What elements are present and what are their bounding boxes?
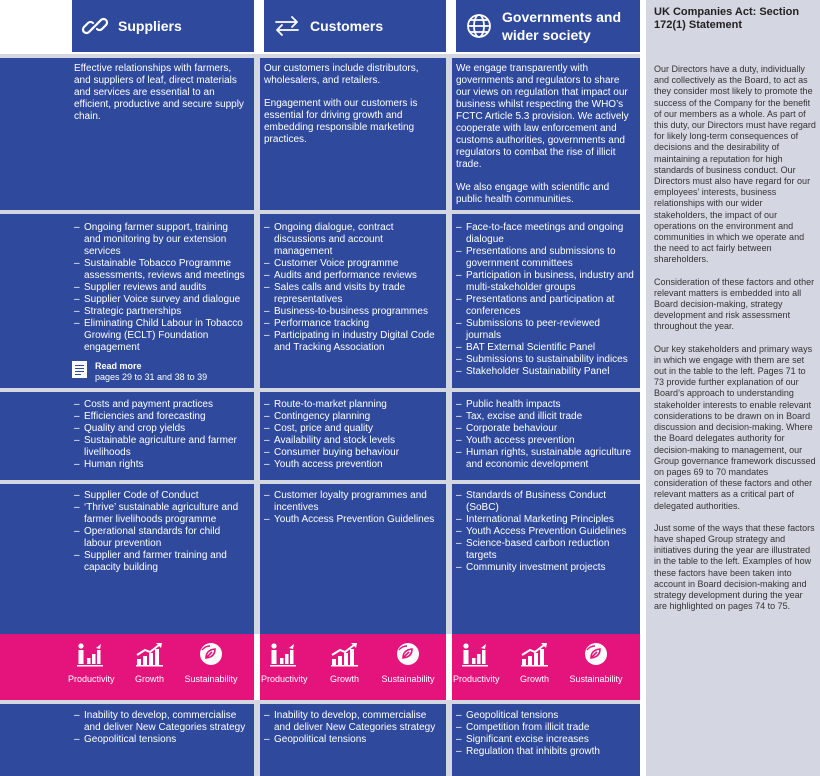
list-item: – Regulation that inhibits growth	[456, 746, 634, 758]
list-item: – Submissions to peer-reviewed journals	[456, 318, 634, 342]
impact-label: Growth	[135, 674, 165, 684]
header-governments	[456, 0, 640, 52]
list-item: – Geopolitical tensions	[456, 710, 634, 722]
sustainability-icon	[196, 642, 226, 668]
impact-icons-governments	[453, 642, 637, 684]
engagement-suppliers	[74, 222, 246, 354]
intro-paragraph: We engage transparently with governments and regulators to share our views on regulation that impact our business whilst respecting the WHO’s FCTC Article 5.3 provision. We actively cooperate with law enforcement and customs authorities, governments and regulators to combat the rise of illicit trade.	[456, 63, 629, 170]
list-item: – Sales calls and visits by trade representatives	[264, 282, 440, 306]
list-item: – Youth access prevention	[264, 459, 440, 471]
risks-customers	[264, 710, 442, 746]
impact-label: Productivity	[261, 674, 308, 684]
list-item: – Performance tracking	[264, 318, 440, 330]
list-item: – Inability to develop, commercialise and deliver New Categories strategy	[74, 710, 250, 734]
intro-suppliers	[74, 63, 246, 134]
impact-growth	[520, 642, 550, 684]
list-item: – Consumer buying behaviour	[264, 447, 440, 459]
list-item: – Inability to develop, commercialise and deliver New Categories strategy	[264, 710, 442, 734]
list-item: – Submissions to sustainability indices	[456, 354, 634, 366]
impact-band-gap	[254, 634, 260, 700]
outcomes-governments	[456, 490, 634, 574]
list-item: – Contingency planning	[264, 411, 440, 423]
list-item: – Quality and crop yields	[74, 423, 246, 435]
topics-governments	[456, 399, 634, 471]
impact-growth	[330, 642, 360, 684]
list-item: – Eliminating Child Labour in Tobacco Growing (ECLT) Foundation engagement	[74, 318, 246, 354]
list-item: – Supplier reviews and audits	[74, 282, 246, 294]
read-more-title: Read more	[95, 361, 142, 371]
row-separator	[0, 480, 640, 484]
row-separator	[0, 388, 640, 392]
engagement-customers	[264, 222, 440, 354]
list-item: – Presentations and submissions to government committees	[456, 246, 634, 270]
list-item: – Human rights, sustainable agriculture and economic development	[456, 447, 634, 471]
sidebar-paragraph: Our key stakeholders and primary ways in which we engage with them are set out in the table to the left. Pages 71 to 73 provide further explanation of our Board’s approach to understanding stakeholder interests to enable relevant considerations to be drawn on in Board discussion and decision-making. Where the Board delegates authority for decision-making to management, our Group governance framework discussed on pages 69 to 70 mandates consideration of these factors and other relevant matters as a critical part of delegated authorities.	[654, 343, 816, 511]
list-item: – BAT External Scientific Panel	[456, 342, 634, 354]
list-item: – Science-based carbon reduction targets	[456, 538, 634, 562]
list-item: – Efficiencies and forecasting	[74, 411, 246, 423]
list-item: – Customer Voice programme	[264, 258, 440, 270]
read-more-pages: pages 29 to 31 and 38 to 39	[95, 372, 208, 382]
list-item: – Geopolitical tensions	[264, 734, 442, 746]
impact-growth	[135, 642, 165, 684]
row-separator	[0, 54, 640, 58]
sidebar-title: UK Companies Act: Section 172(1) Statement	[654, 6, 800, 31]
list-item: – Sustainable Tobacco Programme assessments, reviews and meetings	[74, 258, 246, 282]
list-item: – Standards of Business Conduct (SoBC)	[456, 490, 634, 514]
topics-suppliers	[74, 399, 246, 471]
impact-label: Sustainability	[569, 674, 623, 684]
impact-icons-suppliers	[68, 642, 248, 684]
list-item: – Supplier Voice survey and dialogue	[74, 294, 246, 306]
row-separator	[0, 700, 640, 704]
list-item: – Participating in industry Digital Code and Tracking Association	[264, 330, 440, 354]
exchange-arrows-icon	[264, 13, 310, 39]
list-item: – Youth Access Prevention Guidelines	[264, 514, 440, 526]
list-item: – Competition from illicit trade	[456, 722, 634, 734]
list-item: – Tax, excise and illicit trade	[456, 411, 634, 423]
intro-paragraph: Our customers include distributors, wholesalers, and retailers.	[264, 63, 419, 86]
impact-sustainability	[570, 642, 623, 684]
impact-band-gap	[446, 634, 452, 700]
impact-sustainability	[185, 642, 238, 684]
impact-label: Productivity	[453, 674, 500, 684]
list-item: – Public health impacts	[456, 399, 634, 411]
list-item: – Business-to-business programmes	[264, 306, 440, 318]
impact-label: Productivity	[68, 674, 115, 684]
header-title-suppliers	[118, 17, 182, 35]
risks-suppliers	[74, 710, 250, 746]
list-item: – Face-to-face meetings and ongoing dialogue	[456, 222, 634, 246]
list-item: – Customer loyalty programmes and incentives	[264, 490, 440, 514]
list-item: – Cost, price and quality	[264, 423, 440, 435]
header-title-line: Customers	[310, 18, 384, 34]
productivity-icon	[461, 642, 491, 668]
header-title-customers	[310, 17, 383, 35]
outcomes-suppliers	[74, 490, 246, 574]
list-item: – Significant excise increases	[456, 734, 634, 746]
impact-productivity	[68, 642, 115, 684]
list-item: – Costs and payment practices	[74, 399, 246, 411]
list-item: – Availability and stock levels	[264, 435, 440, 447]
list-item: – Community investment projects	[456, 562, 634, 574]
growth-icon	[330, 642, 360, 668]
risks-governments	[456, 710, 634, 758]
sustainability-icon	[581, 642, 611, 668]
list-item: – Ongoing farmer support, training and monitoring by our extension services	[74, 222, 246, 258]
productivity-icon	[269, 642, 299, 668]
intro-paragraph: Engagement with our customers is essential for driving growth and embedding responsible marketing practices.	[264, 98, 418, 145]
header-suppliers	[72, 0, 254, 52]
list-item: – Supplier and farmer training and capacity building	[74, 550, 246, 574]
impact-label: Sustainability	[184, 674, 238, 684]
list-item: – International Marketing Principles	[456, 514, 634, 526]
document-icon	[72, 361, 87, 378]
sidebar-paragraph: Just some of the ways that these factors have shaped Group strategy and initiatives during the year are illustrated in the table to the left. Examples of how these factors have been taken into account in Board decision-making and strategy development during the year are highlighted on pages 74 to 75.	[654, 522, 815, 612]
sidebar-paragraph: Our Directors have a duty, individually and collectively as the Board, to act as they consider most likely to promote the success of the Company for the benefit of our members as a whole. As part of this duty, our Directors must have regard for likely long-term consequences of decisions and the desirability of maintaining a reputation for high standards of business conduct. Our Directors must also have regard for our employees’ interests, business relationships with our wider stakeholders, the impact of our operations on the environment and communities in which we operate and the need to act fairly between shareholders.	[654, 64, 816, 265]
intro-paragraph: We also engage with scientific and public health communities.	[456, 182, 610, 205]
header-title-line: Suppliers	[118, 18, 182, 34]
section-172-statement	[646, 0, 820, 776]
intro-governments	[456, 63, 634, 217]
list-item: – Youth Access Prevention Guidelines	[456, 526, 634, 538]
list-item: – Participation in business, industry and multi-stakeholder groups	[456, 270, 634, 294]
impact-label: Growth	[520, 674, 550, 684]
list-item: – Youth access prevention	[456, 435, 634, 447]
list-item: – Supplier Code of Conduct	[74, 490, 246, 502]
list-item: – Route-to-market planning	[264, 399, 440, 411]
globe-icon	[456, 12, 502, 40]
growth-icon	[520, 642, 550, 668]
impact-productivity	[261, 642, 308, 684]
read-more-link[interactable]	[72, 361, 252, 383]
list-item: – Presentations and participation at conferences	[456, 294, 634, 318]
impact-icons-customers	[261, 642, 443, 684]
growth-icon	[135, 642, 165, 668]
impact-productivity	[453, 642, 500, 684]
list-item: – Stakeholder Sustainability Panel	[456, 366, 634, 378]
list-item: – Ongoing dialogue, contract discussions and account management	[264, 222, 440, 258]
outcomes-customers	[264, 490, 440, 526]
list-item: – Geopolitical tensions	[74, 734, 250, 746]
list-item: – Sustainable agriculture and farmer livelihoods	[74, 435, 246, 459]
list-item: – Human rights	[74, 459, 246, 471]
header-title-line: wider society	[502, 27, 591, 43]
sidebar-paragraph: Consideration of these factors and other relevant matters is embedded into all Board decision-making, strategy development and risk assessment throughout the year.	[654, 276, 815, 332]
engagement-governments	[456, 222, 634, 378]
intro-paragraph: Effective relationships with farmers, and suppliers of leaf, direct materials and services are essential to an efficient, productive and secure supply chain.	[74, 63, 244, 122]
header-title-governments	[502, 8, 621, 44]
header-customers	[264, 0, 446, 52]
impact-label: Growth	[330, 674, 360, 684]
productivity-icon	[76, 642, 106, 668]
intro-customers	[264, 63, 440, 157]
header-title-line: Governments and	[502, 9, 622, 25]
list-item: – ‘Thrive’ sustainable agriculture and farmer livelihoods programme	[74, 502, 246, 526]
list-item: – Strategic partnerships	[74, 306, 246, 318]
chain-link-icon	[72, 12, 118, 40]
topics-customers	[264, 399, 440, 471]
list-item: – Audits and performance reviews	[264, 270, 440, 282]
sustainability-icon	[393, 642, 423, 668]
impact-sustainability	[382, 642, 435, 684]
sidebar-body	[654, 64, 816, 623]
list-item: – Operational standards for child labour prevention	[74, 526, 246, 550]
impact-label: Sustainability	[381, 674, 435, 684]
list-item: – Corporate behaviour	[456, 423, 634, 435]
